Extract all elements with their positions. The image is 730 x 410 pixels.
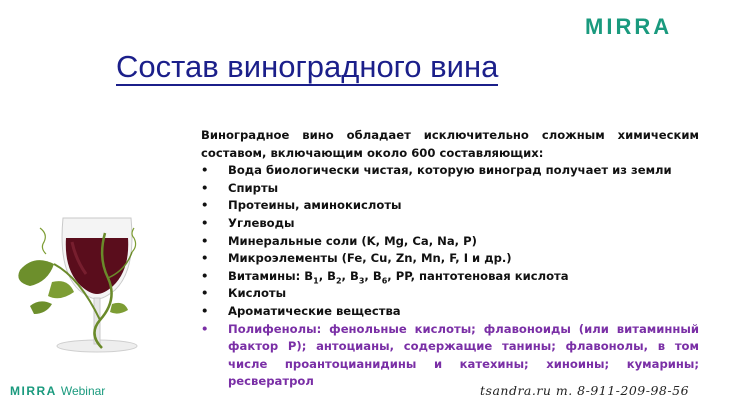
list-item: • Минеральные соли (K, Mg, Ca, Na, P)	[201, 233, 477, 248]
mirra-logo: MIRRA	[585, 14, 673, 39]
composition-list	[201, 162, 699, 391]
list-item: • Микроэлементы (Fe, Cu, Zn, Mn, F, I и др.)	[201, 251, 512, 266]
list-item: • Ароматические вещества	[201, 303, 401, 318]
contact-footer: tsandra.ru т. 8-911-209-98-56	[480, 383, 690, 398]
list-item: • Кислоты	[201, 286, 287, 301]
list-item: • Спирты	[201, 180, 279, 195]
wine-glass-illustration	[0, 208, 200, 383]
list-item: • Вода биологически чистая, которую виноград получает из земли	[201, 163, 672, 178]
list-item: • Углеводы	[201, 215, 295, 230]
composition-text	[201, 127, 699, 391]
list-item-vitamins: • Витамины: $B_1$, $B_2$, $B_3$, $B_6$, PP, пантотеновая кислота	[201, 268, 569, 286]
list-item: • Протеины, аминокислоты	[201, 198, 402, 213]
mirra-webinar-logo: MIRRA Webinar	[10, 384, 106, 398]
slide-title: Состав виноградного вина	[116, 49, 499, 84]
intro-text: Виноградное вино обладает исключительно сложным химическим составом, включающим около 600 составляющих:	[201, 128, 699, 160]
list-item-polyphenols: • Полифенолы: фенольные кислоты; флавоноиды (или витаминный фактор Р); антоцианы, содержащие танины; флавонолы, в том числе проантоцианидины и катехины; хиноины; кумарины; ресвератрол	[201, 321, 699, 389]
